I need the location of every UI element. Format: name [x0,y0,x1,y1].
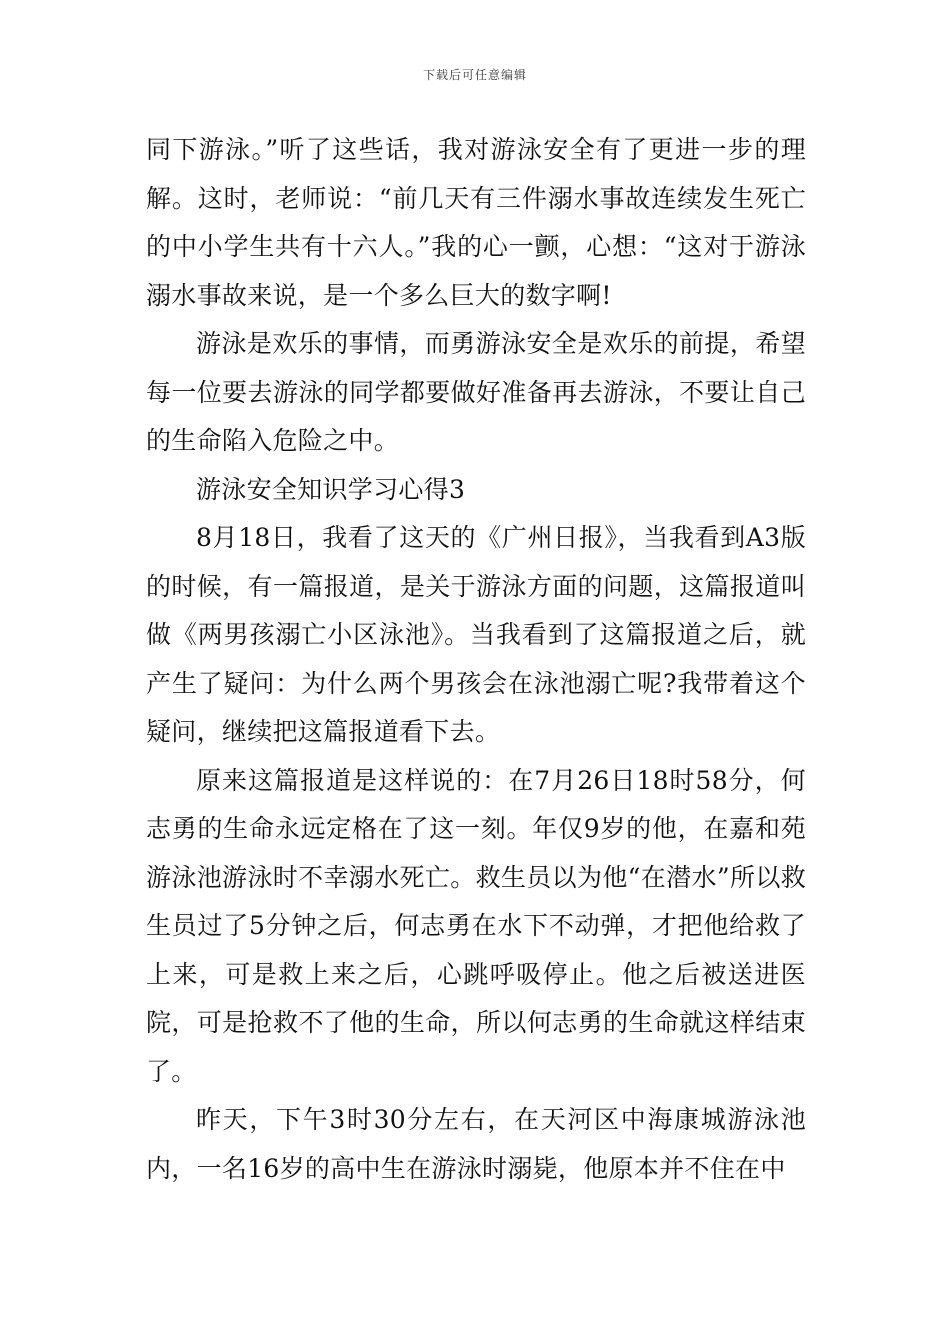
paragraph-report-details: 原来这篇报道是这样说的：在7月26日18时58分，何志勇的生命永远定格在了这一刻。年仅9岁的他，在嘉和苑游泳池游泳时不幸溺水死亡。救生员以为他“在潜水”所以救生员过了5分钟之后，何志勇在水下不动弹，才把他给救了上来，可是救上来之后，心跳呼吸停止。他之后被送进医院，可是抢救不了他的生命，所以何志勇的生命就这样结束了。 [146,765,806,1086]
document-body [146,126,806,1193]
paragraph-conclusion: 游泳是欢乐的事情，而勇游泳安全是欢乐的前提，希望每一位要去游泳的同学都要做好准备再去游泳，不要让自己的生命陷入危险之中。 [146,329,806,455]
paragraph-continuation: 同下游泳。”听了这些话，我对游泳安全有了更进一步的理解。这时，老师说：“前几天有三件溺水事故连续发生死亡的中小学生共有十六人。”我的心一颤，心想：“这对于游泳溺水事故来说，是一个多么巨大的数字啊! [146,135,806,310]
paragraph-yesterday: 昨天，下午3时30分左右，在天河区中海康城游泳池内，一名16岁的高中生在游泳时溺毙，他原本并不住在中 [146,1105,806,1183]
paragraph-news-report: 8月18日，我看了这天的《广州日报》，当我看到A3版的时候，有一篇报道，是关于游泳方面的问题，这篇报道叫做《两男孩溺亡小区泳池》。当我看到了这篇报道之后，就产生了疑问：为什么两个男孩会在泳池溺亡呢?我带着这个疑问，继续把这篇报道看下去。 [146,523,806,746]
page-header: 下载后可任意编辑 [422,68,527,82]
section-title: 游泳安全知识学习心得3 [196,474,466,504]
